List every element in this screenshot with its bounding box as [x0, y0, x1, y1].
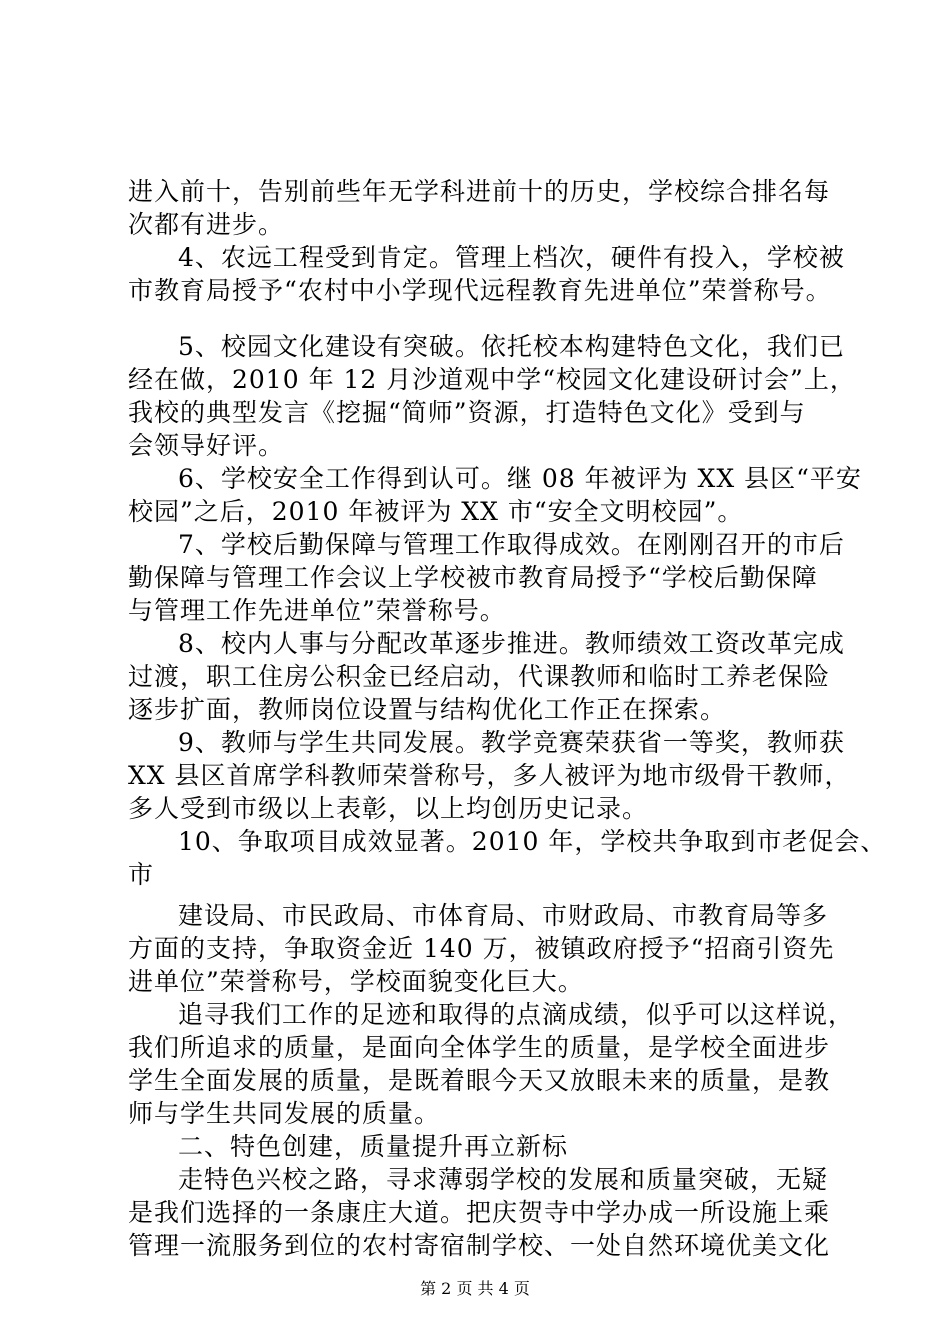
text-line: 会领导好评。 [128, 431, 285, 460]
text-line: 方面的支持，争取资金近 140 万，被镇政府授予“招商引资先 [128, 934, 835, 963]
text-line: 过渡，职工住房公积金已经启动，代课教师和临时工养老保险 [128, 662, 831, 691]
page-number-footer: 第 2 页 共 4 页 [420, 1279, 530, 1298]
text-line: 我们所追求的质量，是面向全体学生的质量，是学校全面进步 [128, 1033, 831, 1062]
text-line: 6、学校安全工作得到认可。继 08 年被评为 XX 县区“平安 [178, 464, 862, 493]
text-line: 进单位”荣誉称号，学校面貌变化巨大。 [128, 967, 584, 996]
text-line: 逐步扩面，教师岗位设置与结构优化工作正在探索。 [128, 695, 727, 724]
section-heading: 二、特色创建，质量提升再立新标 [178, 1132, 569, 1161]
text-line: 8、校内人事与分配改革逐步推进。教师绩效工资改革完成 [178, 629, 845, 658]
text-line: 多人受到市级以上表彰，以上均创历史记录。 [128, 794, 649, 823]
text-line: 学生全面发展的质量，是既着眼今天又放眼未来的质量，是教 [128, 1066, 831, 1095]
text-line: 市教育局授予“农村中小学现代远程教育先进单位”荣誉称号。 [128, 276, 832, 305]
text-line: 师与学生共同发展的质量。 [128, 1099, 441, 1128]
text-line: 经在做，2010 年 12 月沙道观中学“校园文化建设研讨会”上， [128, 365, 856, 394]
text-line: 市 [128, 860, 155, 889]
text-line: 勤保障与管理工作会议上学校被市教育局授予“学校后勤保障 [128, 563, 818, 592]
text-line: 与管理工作先进单位”荣誉称号。 [128, 596, 506, 625]
text-line: 走特色兴校之路，寻求薄弱学校的发展和质量突破，无疑 [178, 1165, 829, 1194]
text-line: 次都有进步。 [128, 210, 285, 239]
text-line: 7、学校后勤保障与管理工作取得成效。在刚刚召开的市后 [178, 530, 845, 559]
text-line: 我校的典型发言《挖掘“简师”资源，打造特色文化》受到与 [128, 398, 806, 427]
text-line: 是我们选择的一条康庄大道。把庆贺寺中学办成一所设施上乘 [128, 1198, 831, 1227]
text-line: XX 县区首席学科教师荣誉称号，多人被评为地市级骨干教师， [128, 761, 851, 790]
text-line: 4、农远工程受到肯定。管理上档次，硬件有投入，学校被 [178, 243, 845, 272]
text-line: 追寻我们工作的足迹和取得的点滴成绩，似乎可以这样说， [178, 1000, 855, 1029]
text-line: 进入前十，告别前些年无学科进前十的历史，学校综合排名每 [128, 177, 831, 206]
text-line: 管理一流服务到位的农村寄宿制学校、一处自然环境优美文化 [128, 1231, 831, 1260]
text-line: 9、教师与学生共同发展。教学竞赛荣获省一等奖，教师获 [178, 728, 845, 757]
text-line: 建设局、市民政局、市体育局、市财政局、市教育局等多 [178, 901, 829, 930]
text-line: 10、争取项目成效显著。2010 年，学校共争取到市老促会、 [178, 827, 887, 856]
text-line: 校园”之后，2010 年被评为 XX 市“安全文明校园”。 [128, 497, 744, 526]
text-line: 5、校园文化建设有突破。依托校本构建特色文化，我们已 [178, 332, 845, 361]
